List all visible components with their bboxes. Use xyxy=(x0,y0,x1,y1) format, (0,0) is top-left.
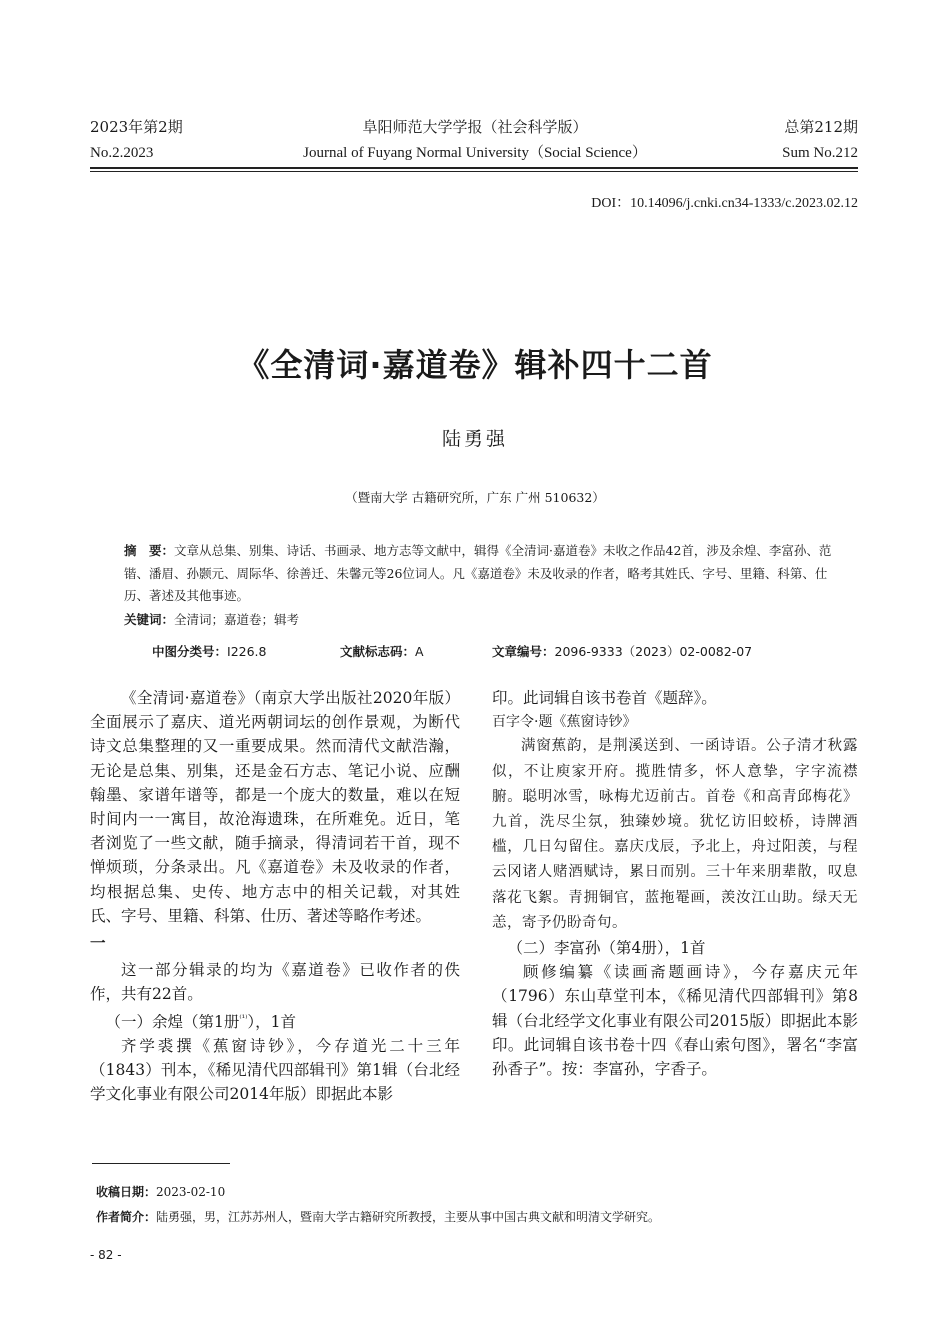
abstract xyxy=(124,540,836,631)
yu-huang-paragraph: 齐学裘撰《蕉窗诗钞》，今存道光二十三年（1843）刊本，《稀见清代四部辑刊》第1辑（台北经学文化事业有限公司2014年版）即据此本影 xyxy=(90,1037,460,1104)
classification xyxy=(152,642,267,660)
abstract-label: 摘 要： xyxy=(124,543,175,558)
document-code-label: 文献标志码： xyxy=(340,644,416,659)
section-one-intro: 这一部分辑录的均为《嘉道卷》已收作者的佚作，共有22首。 xyxy=(90,961,460,1004)
document-code-value: A xyxy=(415,644,424,659)
classification-label: 中图分类号： xyxy=(152,644,228,659)
header-rule-bottom xyxy=(90,171,858,172)
poem-text: 满窗蕉韵，是荆溪送到、一函诗语。公子清才秋露似，不让庾家开府。揽胜情多，怀人意挚，字字流襟腑。聪明冰雪，咏梅尤迈前古。首卷《和高青邱梅花》九首，洗尽尘氛，独臻妙境。犹忆访旧蛟桥，诗牌酒槛，几日勾留住。嘉庆戊辰，予北上，舟过阳羡，与程云冈诸人赌酒赋诗，累日而别。三十年来朋辈散，叹息落花飞絮。青拥铜官，蓝拖罨画，羡汝江山助。绿天无恙，寄予仍盼奇句。 xyxy=(492,738,858,931)
total-issue-cn: 总第212期 xyxy=(784,118,858,136)
header-rule-top xyxy=(90,167,858,169)
article-number-value: 2096-9333（2023）02-0082-07 xyxy=(554,644,753,659)
issue-cn: 2023年第2期 xyxy=(90,118,183,136)
left-column xyxy=(90,686,460,1107)
footnote-divider xyxy=(92,1163,230,1164)
bio-text: 陆勇强，男，江苏苏州人，暨南大学古籍研究所教授，主要从事中国古典文献和明清文学研究。 xyxy=(156,1210,661,1224)
total-issue-en: Sum No.212 xyxy=(782,145,858,161)
keywords-text: 全清词；嘉道卷；辑考 xyxy=(174,611,300,627)
classification-value: I226.8 xyxy=(227,644,267,659)
poem-title: 百字令·题《蕉窗诗钞》 xyxy=(492,714,637,731)
article-number xyxy=(492,642,752,660)
journal-name-en: Journal of Fuyang Normal University（Social Science） xyxy=(303,145,647,161)
article-number-label: 文章编号： xyxy=(492,644,555,659)
document-code xyxy=(340,642,424,660)
issue-en: No.2.2023 xyxy=(90,145,154,161)
received-value: 2023-02-10 xyxy=(156,1185,226,1199)
keywords-label: 关键词： xyxy=(124,611,175,627)
subsection-yu-huang xyxy=(90,1007,460,1034)
author-bio xyxy=(96,1208,856,1225)
doi: DOI：10.14096/j.cnki.cn34-1333/c.2023.02.12 xyxy=(591,196,858,211)
right-column xyxy=(492,686,858,1081)
subsection-yu-huang-post: ），1首 xyxy=(247,1012,297,1031)
author-name: 陆勇强 xyxy=(441,428,508,450)
affiliation: （暨南大学 古籍研究所，广东 广州 510632） xyxy=(345,490,605,505)
subsection-yu-huang-pre: （一）余煌（第1册 xyxy=(105,1012,240,1031)
section-one-heading: 一 xyxy=(90,933,106,953)
footnote-ref: ⁽¹⁾ xyxy=(239,1013,248,1024)
right-col-continuation: 印。此词辑自该书卷首《题辞》。 xyxy=(492,689,717,707)
subsection-li-fusun: （二）李富孙（第4册），1首 xyxy=(507,939,706,958)
bio-label: 作者简介： xyxy=(96,1210,157,1224)
received-label: 收稿日期： xyxy=(96,1185,157,1199)
li-fusun-paragraph: 顾修编纂《读画斋题画诗》，今存嘉庆元年（1796）东山草堂刊本，《稀见清代四部辑刊》第8辑（台北经学文化事业有限公司2015版）即据此本影印。此词辑自该书卷十四《春山索句图》，署名“李富孙香子”。按：李富孙，字香子。 xyxy=(492,963,858,1079)
intro-paragraph: 《全清词·嘉道卷》（南京大学出版社2020年版）全面展示了嘉庆、道光两朝词坛的创作景观，为断代诗文总集整理的又一重要成果。然而清代文献浩瀚，无论是总集、别集，还是金石方志、笔记小说、应酬翰墨、家谱年谱等，都是一个庞大的数量，难以在短时间内一一寓目，故沧海遗珠，在所难免。近日，笔者浏览了一些文献，随手摘录，得清词若干首，现不惮烦琐，分条录出。凡《嘉道卷》未及收录的作者，均根据总集、史传、地方志中的相关记载，对其姓氏、字号、里籍、科第、仕历、著述等略作考述。 xyxy=(90,689,460,925)
abstract-text: 文章从总集、别集、诗话、书画录、地方志等文献中，辑得《全清词·嘉道卷》未收之作品42首，涉及余煌、李富孙、范锴、潘眉、孙颢元、周际华、徐善迁、朱馨元等26位词人。凡《嘉道卷》未及收录的作者，略考其姓氏、字号、里籍、科第、仕历、著述及其他事迹。 xyxy=(124,543,832,603)
journal-name-cn: 阜阳师范大学学报（社会科学版） xyxy=(362,118,588,136)
received-date xyxy=(96,1183,225,1200)
keywords xyxy=(124,609,836,632)
page-number: - 82 - xyxy=(90,1248,122,1262)
article-title: 《全清词·嘉道卷》辑补四十二首 xyxy=(237,346,713,384)
